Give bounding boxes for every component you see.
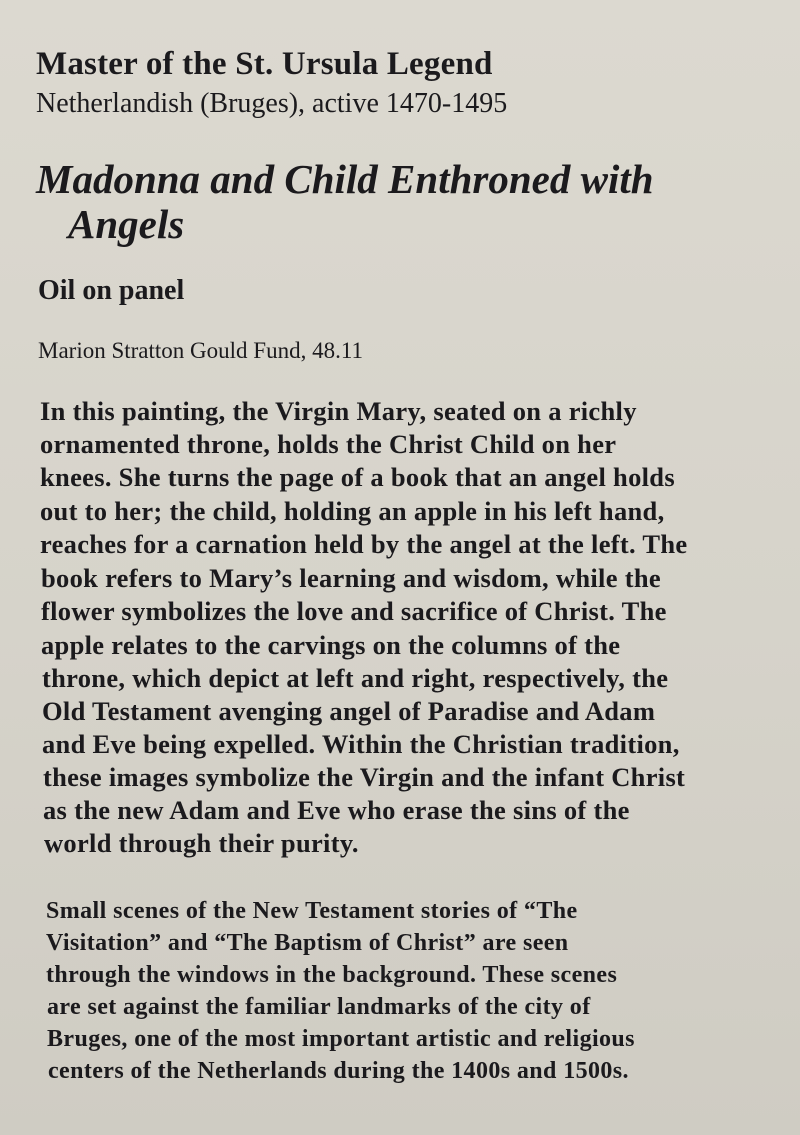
paragraph-line: ornamented throne, holds the Christ Child on her [40,429,617,459]
artist-origin: Netherlandish (Bruges), active 1470-1495 [36,88,508,119]
paragraph-line: apple relates to the carvings on the columns of the [41,630,621,660]
artwork-medium: Oil on panel [38,275,185,306]
paragraph-line: centers of the Netherlands during the 1400s and 1500s. [48,1058,629,1084]
paragraph-line: Small scenes of the New Testament stories of “The [46,898,578,924]
artwork-title-line-2: Angels [68,201,185,247]
paragraph-line: these images symbolize the Virgin and the infant Christ [43,762,686,792]
paragraph-line: reaches for a carnation held by the angel at the left. The [40,529,688,559]
artwork-title-line-1: Madonna and Child Enthroned with [36,156,654,202]
artist-name: Master of the St. Ursula Legend [36,46,493,82]
paragraph-line: are set against the familiar landmarks of the city of [47,994,591,1020]
paragraph-line: Visitation” and “The Baptism of Christ” are seen [46,930,569,956]
paragraph-line: Bruges, one of the most important artistic and religious [47,1026,635,1052]
paragraph-line: knees. She turns the page of a book that an angel holds [40,462,675,492]
paragraph-line: In this painting, the Virgin Mary, seated on a richly [40,396,637,426]
paragraph-line: as the new Adam and Eve who erase the sins of the [43,795,630,825]
paragraph-line: through the windows in the background. These scenes [46,962,618,988]
paragraph-line: and Eve being expelled. Within the Christian tradition, [42,729,680,759]
paragraph-line: flower symbolizes the love and sacrifice of Christ. The [41,596,667,626]
paragraph-line: Old Testament avenging angel of Paradise and Adam [42,696,656,726]
paragraph-line: throne, which depict at left and right, respectively, the [42,663,669,693]
artwork-credit-line: Marion Stratton Gould Fund, 48.11 [38,338,363,363]
paragraph-line: world through their purity. [44,828,359,858]
paragraph-line: book refers to Mary’s learning and wisdom, while the [41,563,661,593]
paragraph-line: out to her; the child, holding an apple in his left hand, [40,496,665,526]
